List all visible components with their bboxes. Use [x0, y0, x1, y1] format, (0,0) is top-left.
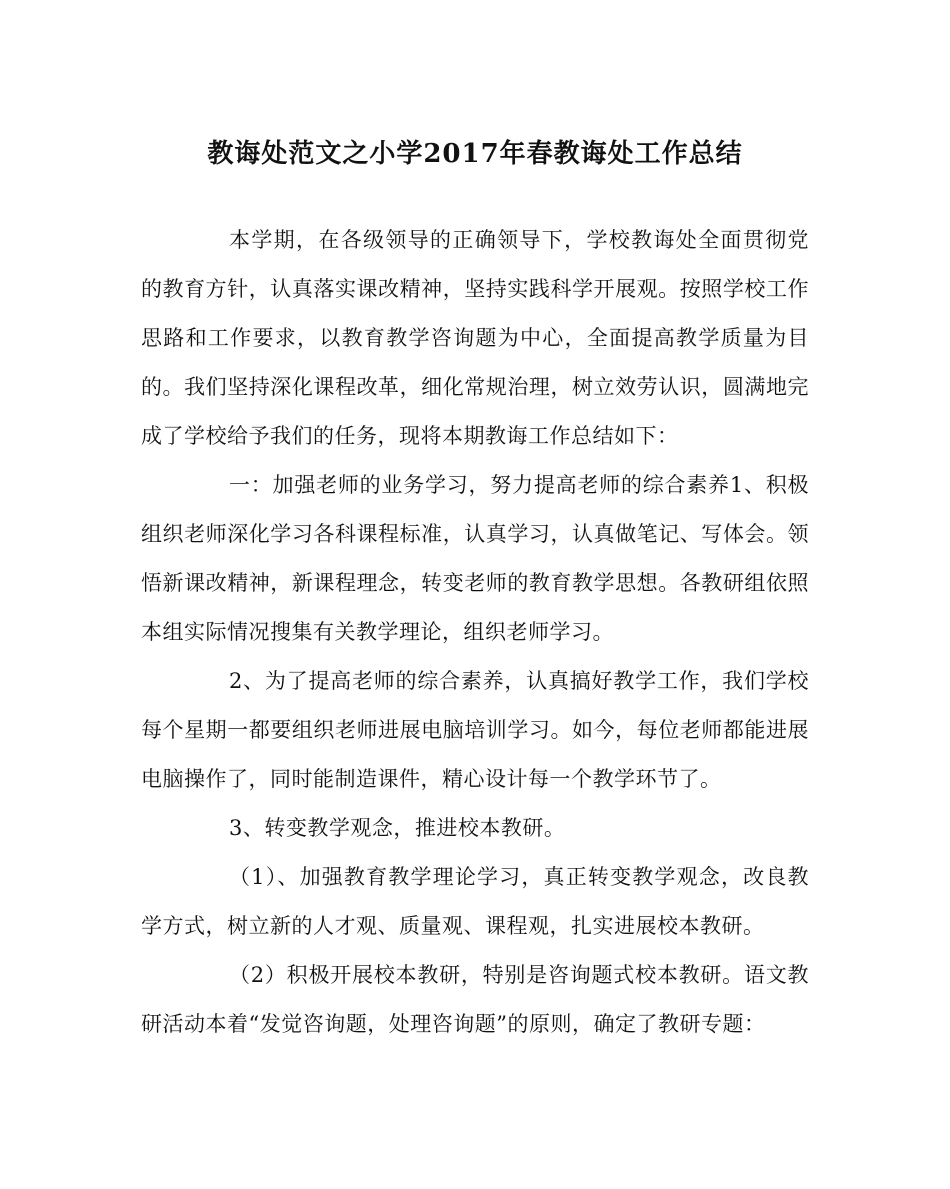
paragraph-section-1: 一：加强老师的业务学习，努力提高老师的综合素养1、积极组织老师深化学习各科课程标准，认真学习，认真做笔记、写体会。领悟新课改精神，新课程理念，转变老师的教育教学思想。各教研组依照本组实际情况搜集有关教学理论，组织老师学习。: [141, 473, 809, 644]
paragraph-subitem-1: （1）、加强教育教学理论学习，真正转变教学观念，改良教学方式，树立新的人才观、质量观、课程观，扎实进展校本教研。: [141, 865, 809, 938]
paragraph-intro: 本学期，在各级领导的正确领导下，学校教诲处全面贯彻党的教育方针，认真落实课改精神，坚持实践科学开展观。按照学校工作思路和工作要求，以教育教学咨询题为中心，全面提高教学质量为目的。我们坚持深化课程改革，细化常规治理，树立效劳认识，圆满地完成了学校给予我们的任务，现将本期教诲工作总结如下：: [141, 228, 809, 448]
paragraph-item-3: 3、转变教学观念，推进校本教研。: [229, 816, 566, 840]
document-title: 教诲处范文之小学2017年春教诲处工作总结: [207, 139, 743, 169]
document-body: [141, 216, 809, 1049]
paragraph-subitem-2: （2）积极开展校本教研，特别是咨询题式校本教研。语文教研活动本着“发觉咨询题，处理咨询题”的原则，确定了教研专题：: [141, 963, 809, 1036]
paragraph-item-2: 2、为了提高老师的综合素养，认真搞好教学工作，我们学校每个星期一都要组织老师进展电脑培训学习。如今，每位老师都能进展电脑操作了，同时能制造课件，精心设计每一个教学环节了。: [141, 669, 809, 791]
